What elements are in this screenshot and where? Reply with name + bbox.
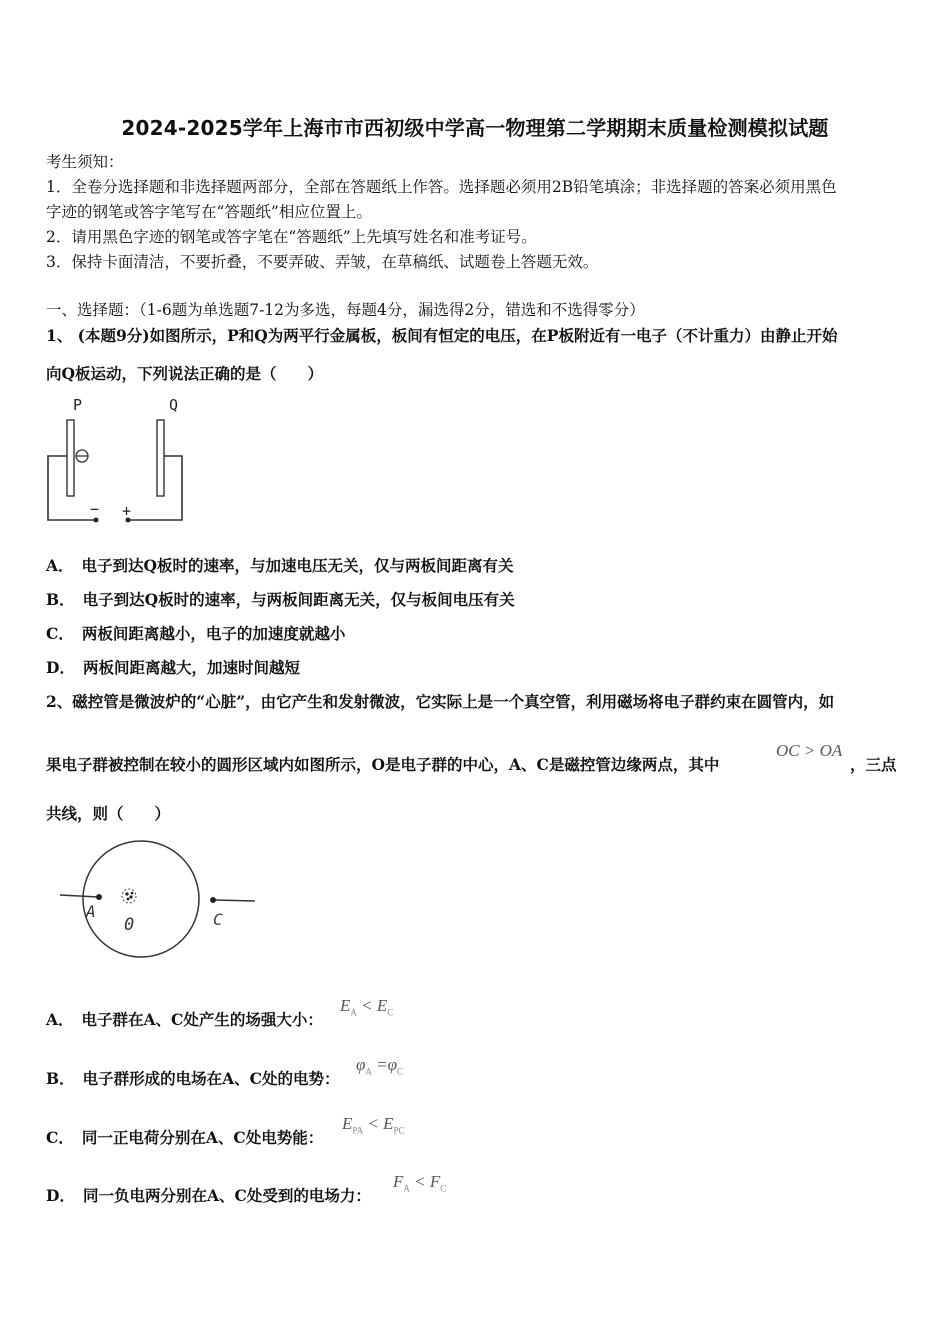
terminal-negative — [94, 518, 99, 523]
q2-stem-line-2: 果电子群被控制在较小的圆形区域内如图所示，O是电子群的中心，A、C是磁控管边缘两点，其中 — [46, 755, 720, 774]
q2-option-d-formula: $F_A < F_C$ — [393, 1172, 447, 1194]
plate-p-label: P — [73, 396, 83, 414]
notice-item-1-line-1: 1．全卷分选择题和非选择题两部分，全部在答题纸上作答。选择题必须用2B铅笔填涂；非选择题的答案必须用黑色 — [46, 178, 837, 196]
lead-left — [60, 895, 98, 897]
point-c — [210, 897, 216, 903]
electron-cloud-icon — [122, 889, 136, 903]
q1-option-d[interactable]: D． 两板间距离越大，加速时间越短 — [46, 658, 300, 677]
q2-math-oc-gt-oa: OC > OA — [776, 741, 843, 760]
q2-stem-line-3: 共线，则（ ） — [46, 804, 171, 823]
q1-option-a[interactable]: A． 电子到达Q板时的速率，与加速电压无关，仅与两板间距离有关 — [46, 556, 514, 575]
q1-stem-line-1: 1、 (本题9分)如图所示，P和Q为两平行金属板，板间有恒定的电压，在P板附近有一电子（不计重力）由静止开始 — [46, 326, 838, 345]
q2-option-b-formula: $\varphi_A =\varphi_C$ — [356, 1055, 404, 1077]
plate-q — [157, 420, 164, 496]
notice-item-2: 2．请用黑色字迹的钢笔或答字笔在“答题纸”上先填写姓名和准考证号。 — [46, 228, 537, 246]
q2-option-c-formula: $E_{PA} < E_{PC}$ — [342, 1114, 405, 1136]
q2-option-b[interactable]: B． 电子群形成的电场在A、C处的电势： — [46, 1069, 340, 1088]
q2-stem-line-2-end: ，三点 — [850, 755, 897, 774]
notice-item-1-line-2: 字迹的钢笔或答字笔写在“答题纸”相应位置上。 — [46, 203, 372, 221]
page-title: 2024-2025学年上海市市西初级中学高一物理第二学期期末质量检测模拟试题 — [121, 116, 829, 140]
q2-magnetron-figure — [55, 836, 265, 961]
q1-option-c[interactable]: C． 两板间距离越小，电子的加速度就越小 — [46, 624, 346, 643]
q1-stem-line-2: 向Q板运动，下列说法正确的是（ ） — [46, 364, 324, 383]
q2-stem-line-1: 2、磁控管是微波炉的“心脏”，由它产生和发射微波，它实际上是一个真空管，利用磁场将电子群约束在圆管内，如 — [46, 692, 835, 711]
q2-option-c[interactable]: C． 同一正电荷分别在A、C处电势能： — [46, 1128, 324, 1147]
label-c: C — [213, 910, 223, 929]
q1-option-b[interactable]: B． 电子到达Q板时的速率，与两板间距离无关，仅与板间电压有关 — [46, 590, 515, 609]
plus-sign: + — [122, 502, 132, 520]
q2-option-d[interactable]: D． 同一负电两分别在A、C处受到的电场力： — [46, 1186, 371, 1205]
minus-sign: − — [90, 500, 100, 518]
label-a: A — [86, 902, 96, 921]
plate-q-label: Q — [169, 396, 179, 414]
q1-parallel-plates-figure — [40, 392, 190, 528]
label-o: 0 — [124, 915, 135, 935]
lead-right — [215, 900, 255, 901]
notice-heading: 考生须知： — [46, 153, 124, 171]
section-heading: 一、选择题：（1-6题为单选题7-12为多选，每题4分，漏选得2分，错选和不选得零分） — [46, 301, 645, 319]
plate-p — [67, 420, 74, 496]
notice-item-3: 3．保持卡面清洁，不要折叠，不要弄破、弄皱，在草稿纸、试题卷上答题无效。 — [46, 253, 599, 271]
point-a — [96, 894, 102, 900]
q2-option-a-formula: $E_A < E_C$ — [340, 996, 394, 1018]
wire-right — [129, 456, 182, 520]
q2-option-a[interactable]: A． 电子群在A、C处产生的场强大小： — [46, 1010, 323, 1029]
